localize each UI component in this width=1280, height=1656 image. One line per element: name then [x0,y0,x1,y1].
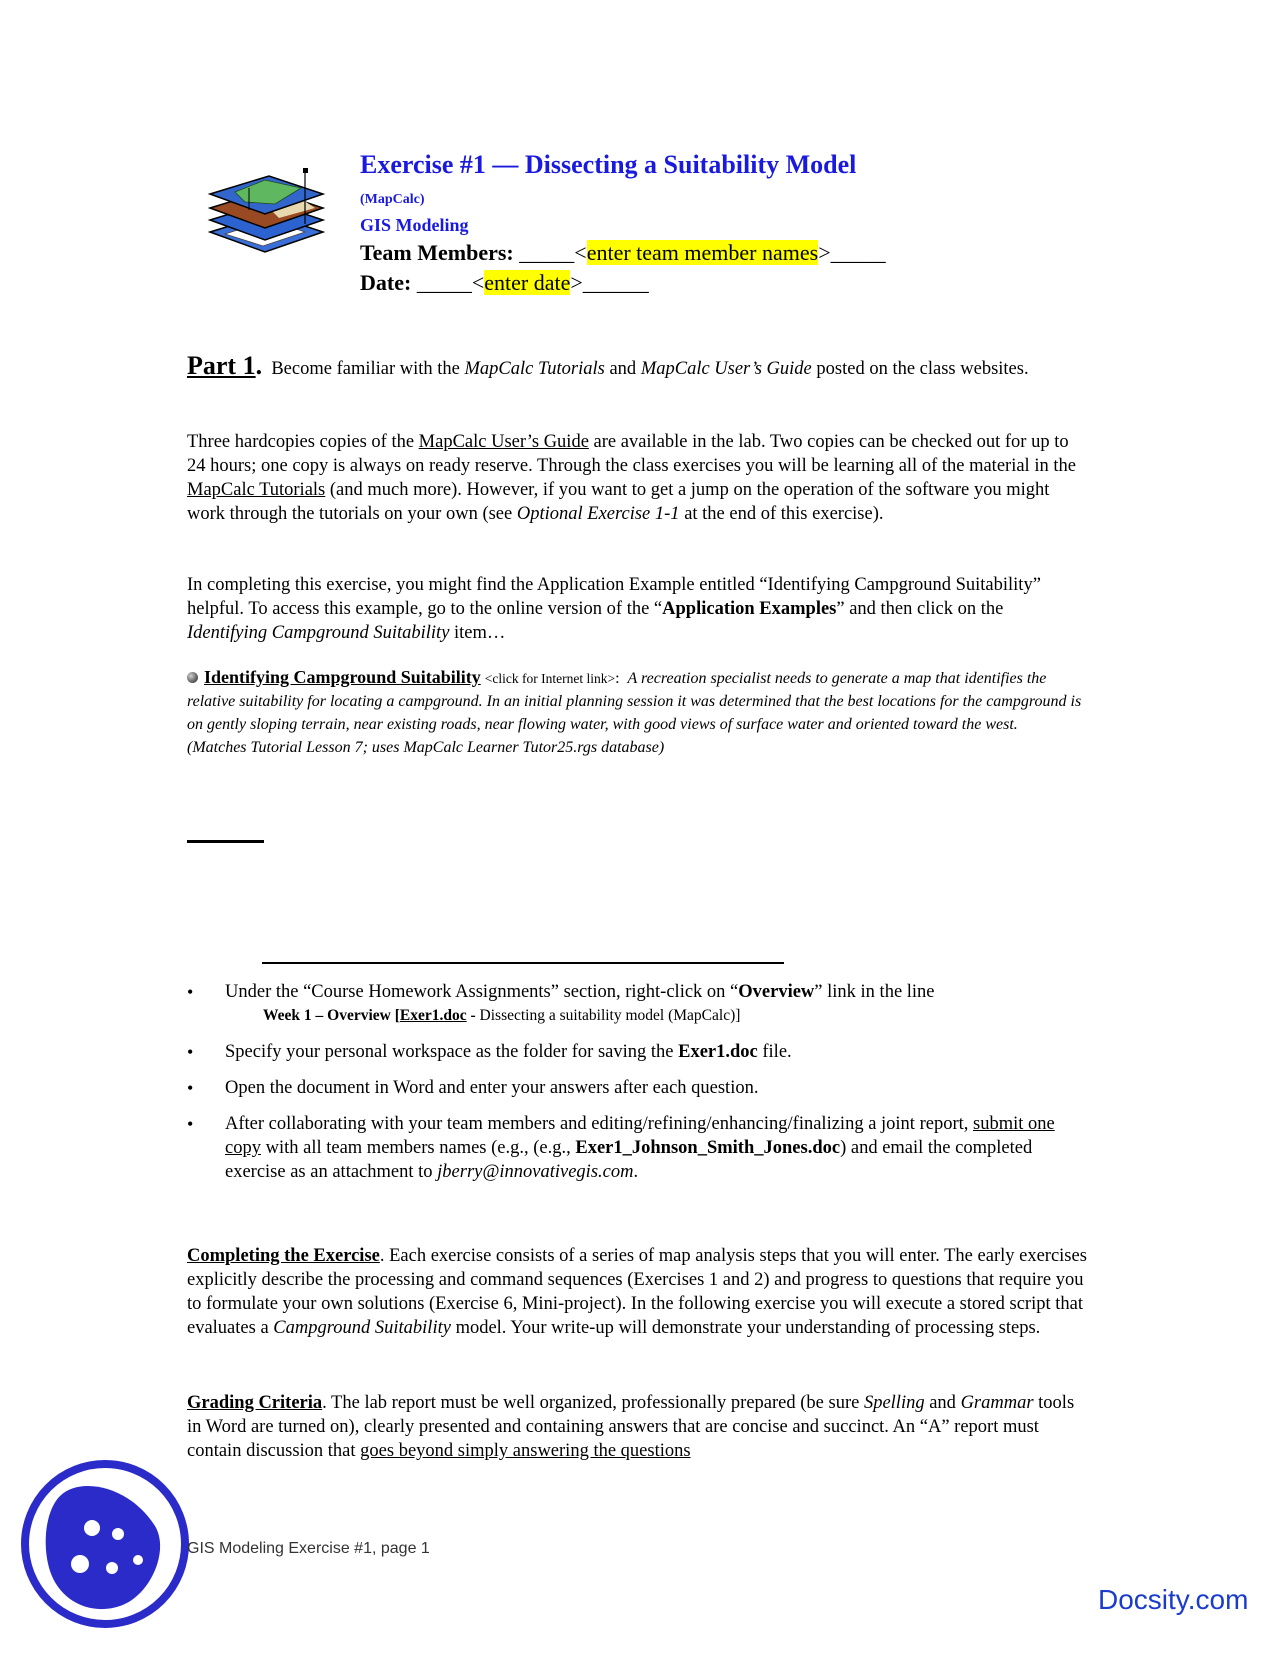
para-text: . Each exercise consists of a series of map analysis steps that you will enter. The early exercises explicitly describe the processing and command sequences (Exercises 1 and 2) and progress to questions that require you to formulate your own solutions (Exercise 6, Mini-project). In the following exercise you will execute a stored script that evaluates a [187,1246,1087,1338]
grammar-ref: Grammar [960,1393,1034,1413]
grading-paragraph [187,1391,1087,1463]
week-text: Dissecting a suitability model (MapCalc)] [479,1007,741,1024]
para-text: and [924,1393,961,1413]
page-footer: GIS Modeling Exercise #1, page 1 [187,1540,430,1557]
email-address[interactable]: jberry@innovativegis.com [437,1162,634,1182]
exer1-doc-link[interactable]: Exer1.doc [399,1007,467,1024]
part1-heading-period: . [255,351,263,380]
week-line [225,1004,1087,1028]
example-description: A recreation specialist needs to generate a map that identifies the relative suitability for locating a campground. In an initial planning session it was determined that the best locations for the campground is on gently sloping terrain, near existing roads, near flowing water, with good views of surface water and oriented toward the west. [187,670,1082,733]
para-text: (and much more). However, if you want to get a jump on the operation of the software you might work through the tutorials on your own (see [187,480,1050,524]
para-text: are available in the lab. Two copies can be checked out for up to 24 hours; one copy is always on ready reserve. Through the class exercises you will be learning all of the material in the [187,432,1076,476]
spelling-ref: Spelling [863,1393,925,1413]
team-members-input[interactable]: enter team member names [586,240,819,265]
campground-model-ref: Campground Suitability [273,1318,451,1338]
para-text: Three hardcopies copies of the [187,432,419,452]
campground-example-link[interactable]: Identifying Campground Suitability [204,667,481,687]
example-note [187,666,1087,759]
list-item [187,1076,1087,1100]
overview-ref: Overview [738,982,815,1002]
example-reference: (Matches Tutorial Lesson 7; uses MapCalc Learner Tutor25.rgs database) [187,739,665,756]
completing-heading: Completing the Exercise [187,1246,380,1266]
exercise-title: Exercise #1 — Dissecting a Suitability Model [360,150,857,179]
part1-text: Become familiar with the [271,359,465,379]
bullet-sphere-icon [187,672,198,683]
grading-heading: Grading Criteria [187,1393,323,1413]
mapcalc-guide-ref: MapCalc User’s Guide [640,359,812,379]
list-item [187,1112,1087,1184]
submit-one-copy: submit one copy [225,1114,1055,1158]
campground-item-ref: Identifying Campground Suitability [187,623,450,643]
part1-text: posted on the class websites. [811,359,1029,379]
item-text: Specify your personal workspace as the folder for saving the [225,1042,679,1062]
item-text: . [633,1162,639,1182]
date-label: Date: [360,270,412,295]
item-text: Under the “Course Homework Assignments” section, right-click on “ [225,982,739,1002]
course-name: GIS Modeling [360,215,469,235]
para-text: item… [449,623,506,643]
tool-name: (MapCalc) [360,192,425,207]
team-members-label: Team Members: [360,240,514,265]
date-input[interactable]: enter date [484,270,571,295]
team-members-field [360,240,886,266]
para-text: tools in Word are turned on), clearly presented and containing answers that are concise and succinct. An “A” report must contain discussion that [187,1393,1075,1461]
item-text: Open the document in Word and enter your answers after each question. [225,1078,759,1098]
mapcalc-tutorials-ref: MapCalc Tutorials [464,359,605,379]
date-blank-after: >______ [570,270,649,295]
part1-text: and [604,359,641,379]
week-label: Week 1 – Overview [ [263,1007,400,1024]
team-blank-after: >_____ [818,240,886,265]
application-example-paragraph [187,573,1087,645]
completing-paragraph [187,1244,1087,1340]
instructions-list [187,980,1087,1196]
para-text: ” and then click on the [836,599,1004,619]
hardcopies-paragraph [187,430,1087,526]
week-dash: - [466,1007,480,1024]
item-text: file. [757,1042,792,1062]
team-blank-before: _____< [519,240,587,265]
item-text: with all team members names (e.g., (e.g., [260,1138,576,1158]
map-layers-icon [205,158,331,266]
para-text: at the end of this exercise). [679,504,884,524]
item-text: ” link in the line [814,982,935,1002]
item-text: After collaborating with your team members and editing/refining/enhancing/finalizing a joint report, [225,1114,973,1134]
short-rule [187,840,264,843]
filename-example: Exer1_Johnson_Smith_Jones.doc [575,1138,841,1158]
list-item [187,980,1087,1028]
tutorials-link[interactable]: MapCalc Tutorials [187,480,326,500]
optional-exercise-ref: Optional Exercise 1-1 [516,504,680,524]
docsity-logo-icon [20,1456,190,1631]
beyond-answering: goes beyond simply answering the questions [360,1441,691,1461]
para-text: In completing this exercise, you might find the Application Example entitled “Identifying Campground Suitability” helpful. To access this example, go to the online version of the “ [187,575,1041,619]
application-examples-ref: Application Examples [662,599,837,619]
item-text: ) and email the completed exercise as an attachment to [225,1138,1033,1182]
para-text: . The lab report must be well organized, professionally prepared (be sure [322,1393,864,1413]
date-blank-before: _____< [416,270,485,295]
long-rule [262,962,784,964]
colon: : [615,670,620,687]
para-text: model. Your write-up will demonstrate your understanding of processing steps. [450,1318,1041,1338]
internet-link[interactable]: <click for Internet link> [484,671,616,686]
list-item [187,1040,1087,1064]
exer1-doc-ref: Exer1.doc [678,1042,758,1062]
users-guide-link[interactable]: MapCalc User’s Guide [418,432,589,452]
docsity-watermark[interactable]: Docsity.com [1098,1584,1249,1615]
part1-heading: Part 1 [187,351,256,380]
part1-intro [187,351,1087,381]
date-field [360,270,649,296]
